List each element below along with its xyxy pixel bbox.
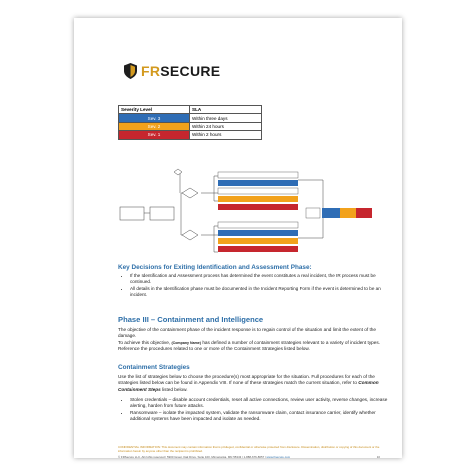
flow-merge-box: [306, 208, 320, 218]
logo-secure: SECURE: [160, 63, 221, 79]
paragraph-text: has defined a number of containment strategies relevant to a variety of incident types. Reference the procedures related to one or more of the Containment Strategies listed below.: [118, 340, 381, 352]
flow-start-box: [120, 207, 144, 220]
shield-logo-icon: [124, 63, 137, 79]
flow-decision-diamond: [182, 230, 198, 240]
sla-cell: Within 2 hours: [190, 131, 262, 139]
sla-cell: Within 24 hours: [190, 122, 262, 130]
flow-decision-diamond: [182, 188, 198, 198]
common-steps-emphasis: Common Containment Steps: [118, 380, 379, 392]
page-number: 10: [376, 455, 380, 458]
list-item: • If the Identification and Assessment process has determined the event constitutes a real incident, the IR process must be continued.: [130, 273, 392, 285]
flow-sev1-end: [356, 208, 372, 218]
severity-level-header: Severity Level: [119, 106, 190, 114]
table-row: [119, 114, 262, 122]
containment-intro-paragraph: [118, 374, 382, 393]
table-header-row: [119, 106, 262, 114]
severity-cell: Sev. 1: [119, 131, 190, 139]
list-item: • Stolen credentials – disable account credentials, reset all active connections, review user activity, reverse changes, increase alerting, harden from future attacks.: [130, 397, 392, 409]
severity-cell: Sev. 3: [119, 114, 190, 122]
severity-cell: Sev. 2: [119, 122, 190, 130]
severity-sla-table: [118, 105, 262, 140]
containment-heading: Containment Strategies: [118, 364, 190, 371]
list-item: • All details in the Identification phase must be documented in the Incident Reporting Form if the event is determined to be an incident.: [130, 286, 392, 298]
list-item: • Ransomware – isolate the impacted system, validate the ransomware claim, contact insurance carrier, identify whether additional systems have been impacted and isolate as needed.: [130, 410, 392, 422]
logo-fr: FR: [141, 63, 161, 79]
flow-sev1-bar: [218, 246, 298, 252]
key-decisions-heading: Key Decisions for Exiting Identification and Assessment Phase:: [118, 264, 312, 271]
containment-strategies-list: [118, 397, 392, 423]
phase-heading: Phase III – Containment and Intelligence: [118, 315, 264, 324]
footer-company: © FRSecure LLC, All rights reserved: [118, 455, 165, 458]
logo-wordmark: [141, 63, 220, 79]
phase-strategy-paragraph: [118, 340, 382, 353]
flow-step-box: [218, 172, 298, 178]
flow-sev2-bar: [218, 238, 298, 244]
footer-bar: © FRSecure LLC, All rights reserved | 5900 Green Oak Drive, Suite 100, Minnetonka, MN 55343 | 1-888-676-8657 | www.frsecure.com 10: [118, 455, 380, 458]
document-page: [74, 18, 402, 458]
paragraph-text: Use the list of strategies below to choose the procedure(s) most appropriate for the situation. Full procedures for each of the strategies listed below can be found in Appendix VIII. If none of these strategies match the current situation, refer to: [118, 374, 375, 386]
sla-cell: Within three days: [190, 114, 262, 122]
footer-phone: 1-888-676-8657: [243, 455, 265, 458]
footer-address: 5900 Green Oak Drive, Suite 100, Minnetonka, MN 55343: [167, 455, 242, 458]
table-row: [119, 122, 262, 130]
flow-sev3-bar: [218, 180, 298, 186]
frsecure-logo: [124, 62, 220, 80]
phase-objective-paragraph: The objective of the containment phase of the incident response is to regain control of the situation and limit the extent of the damage.: [118, 327, 376, 339]
flow-decision-diamond: [174, 169, 182, 175]
flow-assess-box: [150, 207, 174, 220]
company-name-placeholder: (Company Name): [171, 341, 201, 345]
flow-step-box: [218, 188, 298, 194]
paragraph-text: To achieve this objective,: [118, 340, 171, 345]
table-row: [119, 131, 262, 139]
flow-sev3-bar: [218, 230, 298, 236]
footer-web-link[interactable]: www.frsecure.com: [266, 455, 291, 458]
escalation-flow-diagram: [118, 168, 374, 258]
flow-sev2-end: [340, 208, 356, 218]
flow-sev2-bar: [218, 196, 298, 202]
key-decisions-list: [118, 273, 392, 298]
sla-header: SLA: [190, 106, 262, 114]
confidential-notice: CONFIDENTIAL INFORMATION: This document may contain information that is privileged, confidential or otherwise protected from disclosure. Dissemination, distribution or copying of this document or the information herein by anyone other than the recipient is prohibited.: [118, 445, 380, 453]
flow-sev3-end: [322, 208, 340, 218]
flow-sev1-bar: [218, 204, 298, 210]
paragraph-text: listed below.: [162, 386, 188, 392]
flow-step-box: [218, 222, 298, 228]
